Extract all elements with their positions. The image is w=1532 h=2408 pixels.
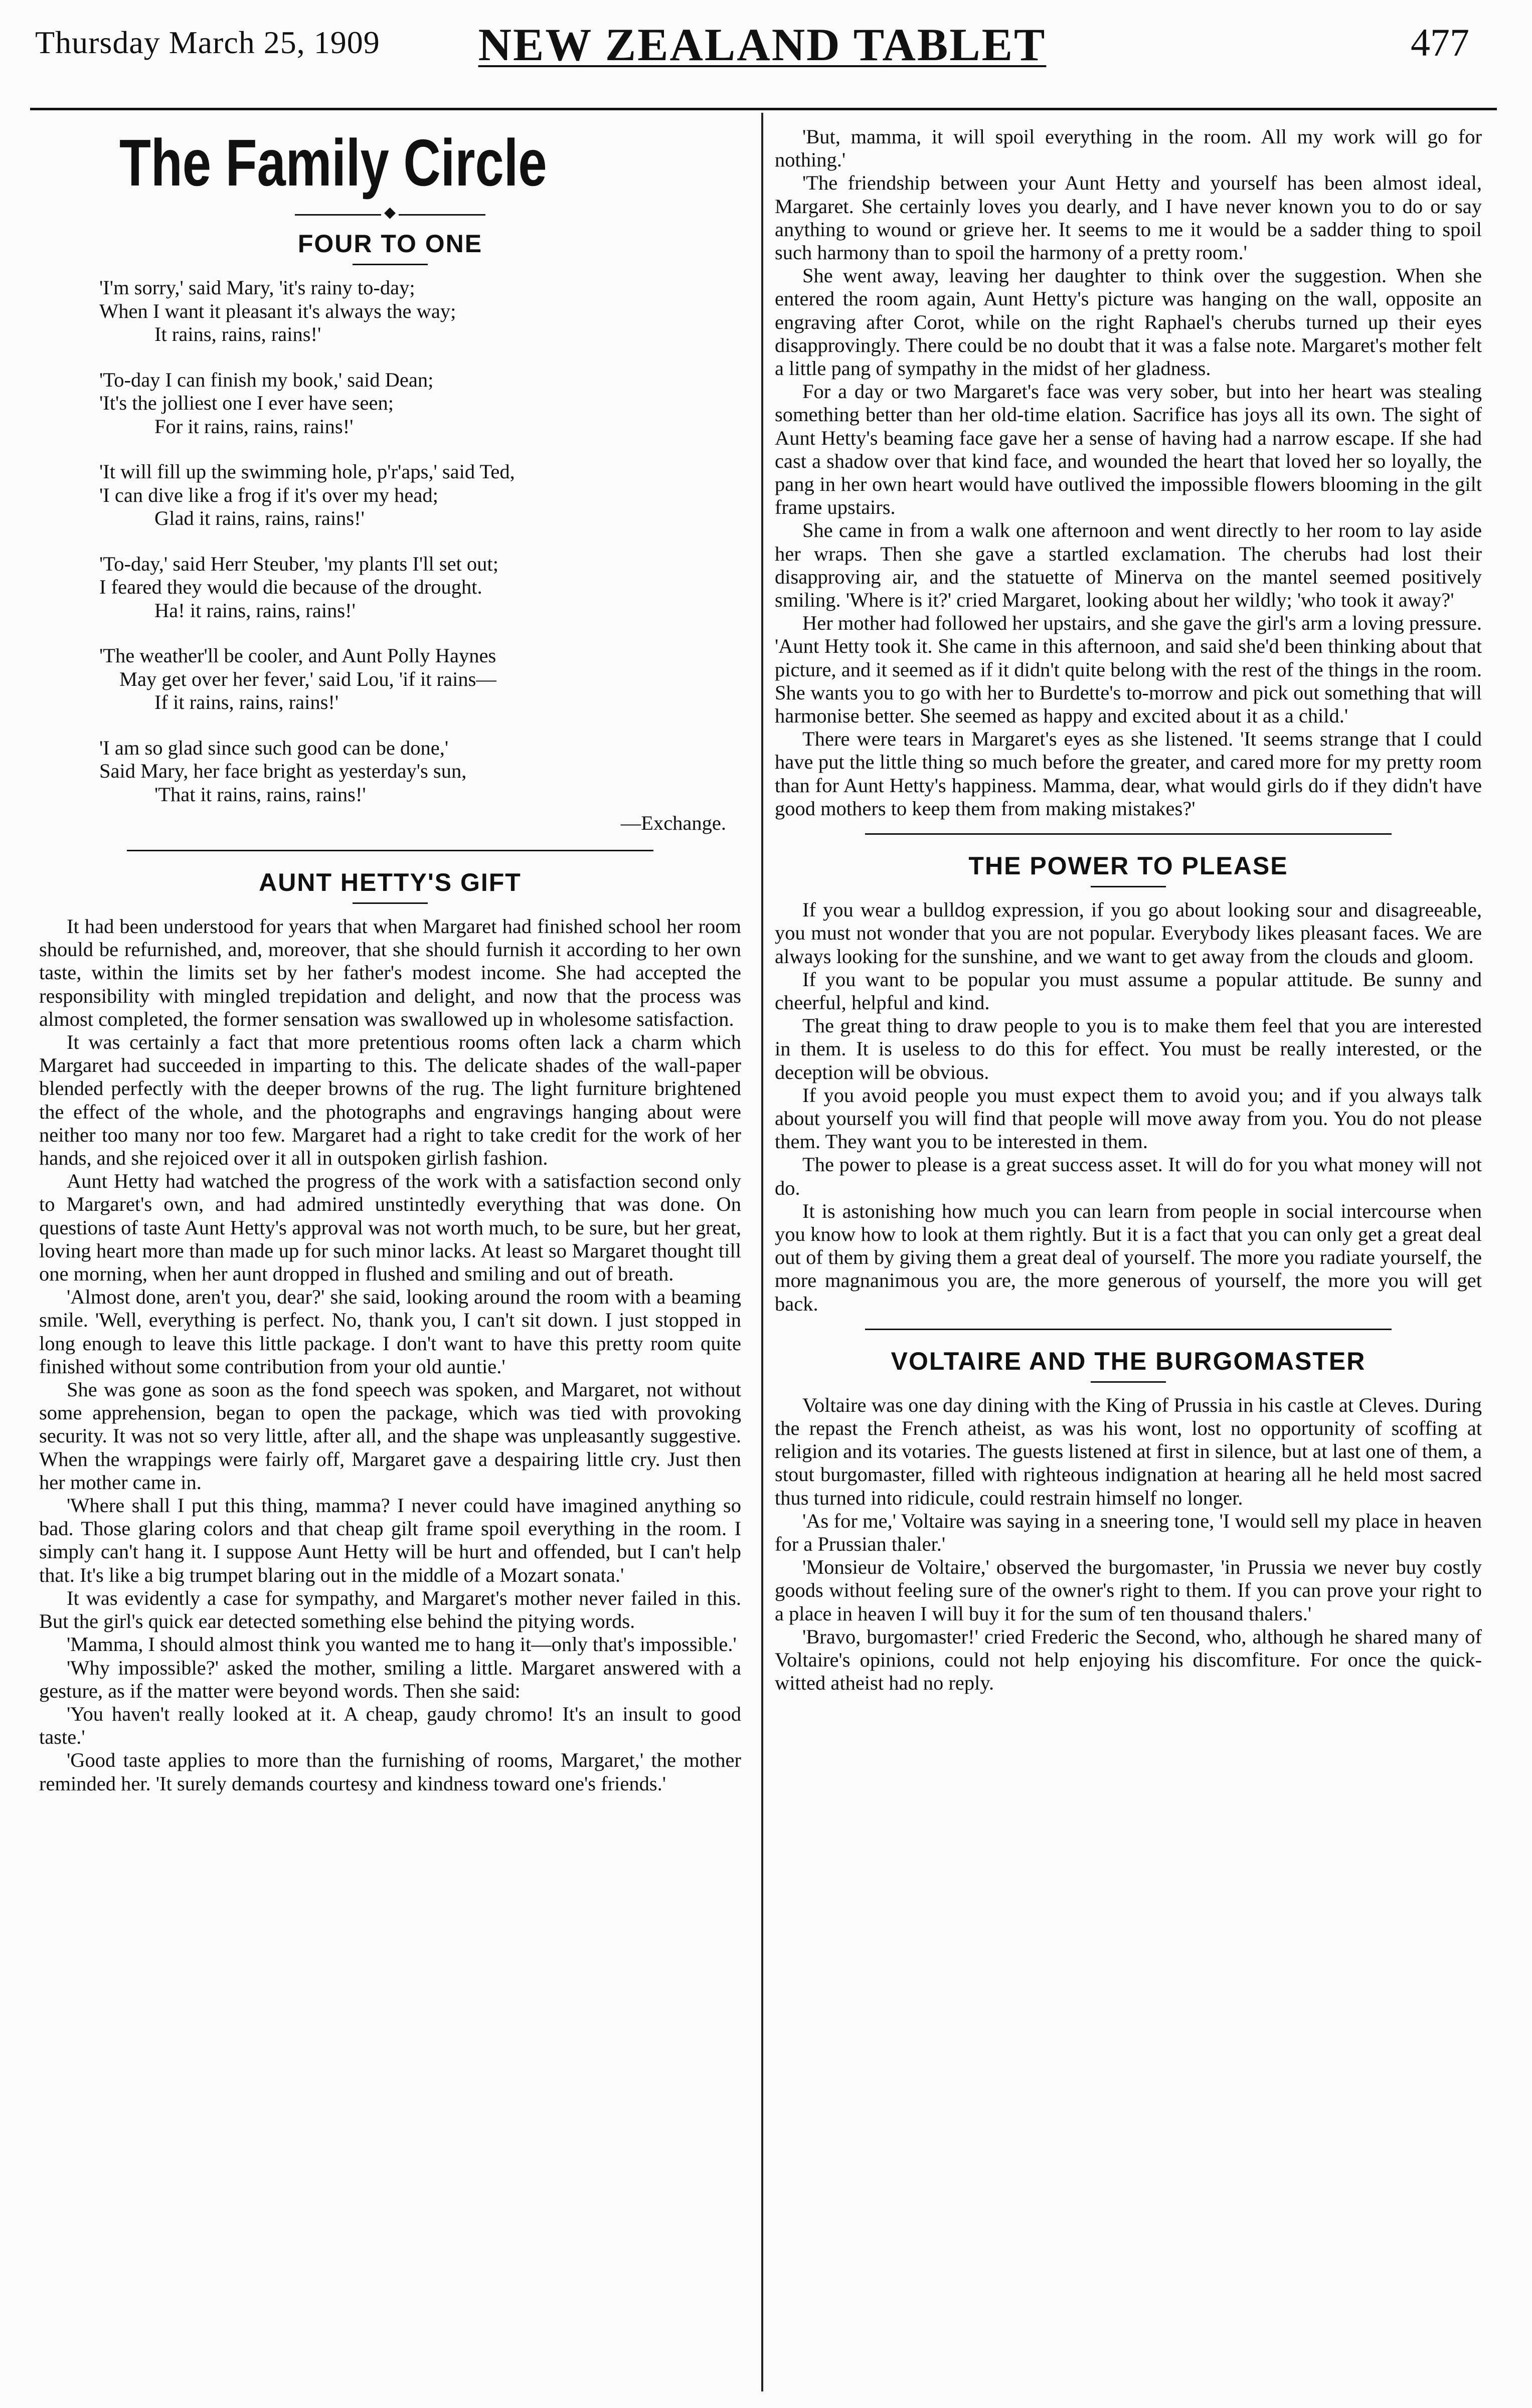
- paragraph: 'Bravo, burgomaster!' cried Frederic the Second, who, although he shared many of Voltaire's opinions, could not help enjoying his discomfiture. For once the quick-witted atheist had no reply.: [775, 1625, 1482, 1695]
- poem-line: 'I'm sorry,' said Mary, 'it's rainy to-day;: [99, 276, 415, 299]
- article-continuation: [775, 125, 1482, 820]
- poem-stanza: [39, 644, 741, 714]
- running-header: [35, 15, 1489, 70]
- paragraph: 'But, mamma, it will spoil everything in the room. All my work will go for nothing.': [775, 125, 1482, 171]
- right-column: [775, 125, 1482, 2391]
- paragraph: If you want to be popular you must assume a popular attitude. Be sunny and cheerful, helpful and kind.: [775, 968, 1482, 1014]
- article-power-to-please: [775, 850, 1482, 1316]
- poem-stanza: [39, 736, 741, 807]
- article-aunt-hettys-gift: [39, 866, 741, 1795]
- paragraph: It was certainly a fact that more pretentious rooms often lack a charm which Margaret had succeeded in imparting to this. The delicate shades of the wall-paper blended perfectly with the deeper browns of the rug. The light furniture brightened the effect of the whole, and the photographs and engravings hanging about were neither too many nor too few. Margaret had a right to take credit for the work of her hands, and she rejoiced over it all in outspoken girlish fashion.: [39, 1031, 741, 1170]
- paragraph: The great thing to draw people to you is to make them feel that you are interested in them. It is useless to do this for effect. You must be really interested, or the deception will be obvious.: [775, 1014, 1482, 1083]
- paragraph: She went away, leaving her daughter to think over the suggestion. When she entered the room again, Aunt Hetty's picture was hanging on the wall, opposite an engraving after Corot, while on the right Raphael's cherubs turned up their eyes disapprovingly. There could be no doubt that it was a false note. Margaret's mother felt a little pang of sympathy in the midst of her gladness.: [775, 264, 1482, 380]
- poem-line: 'It's the jolliest one I ever have seen;: [99, 392, 394, 414]
- poem-title: FOUR TO ONE: [297, 230, 483, 258]
- paragraph: She was gone as soon as the fond speech was spoken, and Margaret, not without some apprehension, began to open the package, which was tied with provoking security. It was not so very little, after all, and the shape was unpleasantly suggestive. When the wrappings were fairly off, Margaret gave a despairing little cry. Just then her mother came in.: [39, 1378, 741, 1494]
- paragraph: Her mother had followed her upstairs, and she gave the girl's arm a loving pressure. 'Aunt Hetty took it. She came in this afternoon, and said she'd been thinking about that picture, and it seemed as if it didn't quite belong with the rest of the things in the room. She wants you to go with her to Burdette's to-morrow and pick out something that will harmonise better. She seemed as happy and excited about it as a child.': [775, 612, 1482, 727]
- paragraph: She came in from a walk one afternoon and went directly to her room to lay aside her wraps. Then she gave a startled exclamation. The cherubs had lost their disapproving air, and the statuette of Minerva on the mantel seemed positively smiling. 'Where is it?' cried Margaret, looking about her wildly; 'who took it away?': [775, 519, 1482, 612]
- page-number: 477: [1411, 21, 1469, 64]
- poem-line: Glad it rains, rains, rains!': [154, 507, 365, 529]
- poem-stanzas: [39, 276, 741, 806]
- paragraph: It had been understood for years that when Margaret had finished school her room should be refurnished, and, moreover, that she should furnish it according to her own taste, within the limits set by her father's modest income. She had accepted the responsibility with mingled trepidation and delight, and now that the process was almost completed, the former sensation was swallowed up in wholesome satisfaction.: [39, 915, 741, 1030]
- column-divider: [761, 113, 763, 2391]
- poem-line: For it rains, rains, rains!': [154, 415, 354, 438]
- paragraph: Voltaire was one day dining with the King of Prussia in his castle at Cleves. During the repast the French atheist, as was his wont, lost no opportunity of scoffing at religion and its votaries. The guests listened at first in silence, but at last one of them, a stout burgomaster, filled with righteous indignation at hearing all he held most sacred thus turned into ridicule, could restrain himself no longer.: [775, 1393, 1482, 1509]
- poem-line: 'To-day,' said Herr Steuber, 'my plants I'll set out;: [99, 552, 498, 575]
- poem-stanza: [39, 460, 741, 530]
- poem-line: 'I am so glad since such good can be done,': [99, 736, 449, 759]
- article-separator: [127, 850, 653, 851]
- paragraph: 'Why impossible?' asked the mother, smiling a little. Margaret answered with a gesture, as if the matter were beyond words. Then she said:: [39, 1656, 741, 1702]
- paragraph: Aunt Hetty had watched the progress of the work with a satisfaction second only to Margaret's own, and had admired unstintedly everything that was done. On questions of taste Aunt Hetty's approval was not worth much, to be sure, but her great, loving heart more than made up for such minor lacks. At least so Margaret thought till one morning, when her aunt dropped in flushed and smiling and out of breath.: [39, 1170, 741, 1285]
- paragraph: If you avoid people you must expect them to avoid you; and if you always talk about yourself you will find that people will move away from you. You do not please them. They want you to be interested in them.: [775, 1083, 1482, 1153]
- paragraph: 'Almost done, aren't you, dear?' she said, looking around the room with a beaming smile. 'Well, everything is perfect. No, thank you, I can't sit down. I just stopped in long enough to leave this little package. I don't want to have this pretty room quite finished without some contribution from your old auntie.': [39, 1285, 741, 1378]
- poem-line: It rains, rains, rains!': [154, 323, 321, 345]
- poem-credit: —Exchange.: [620, 812, 726, 834]
- poem-line: 'I can dive like a frog if it's over my head;: [99, 483, 438, 506]
- title-rule: [1091, 886, 1166, 887]
- title-rule: [1091, 1381, 1166, 1383]
- poem-line: Ha! it rains, rains, rains!': [154, 599, 356, 622]
- poem-stanza: [39, 368, 741, 439]
- article-body: [775, 1394, 1482, 1695]
- article-title: VOLTAIRE AND THE BURGOMASTER: [891, 1347, 1366, 1375]
- poem-line: If it rains, rains, rains!': [154, 691, 339, 713]
- title-rule: [353, 264, 428, 265]
- poem-line: 'The weather'll be cooler, and Aunt Polly Haynes: [99, 644, 496, 667]
- left-column: [39, 125, 741, 2391]
- issue-date: Thursday March 25, 1909: [35, 25, 380, 60]
- article-body: [39, 915, 741, 1795]
- poem-line: Said Mary, her face bright as yesterday's sun,: [99, 760, 467, 782]
- poem-stanza: [39, 552, 741, 623]
- paper-title: NEW ZEALAND TABLET: [478, 19, 1047, 70]
- article-separator: [865, 1329, 1392, 1330]
- paragraph: 'Good taste applies to more than the furnishing of rooms, Margaret,' the mother reminded her. 'It surely demands courtesy and kindness toward one's friends.': [39, 1749, 741, 1795]
- poem-line: 'It will fill up the swimming hole, p'r'aps,' said Ted,: [99, 460, 515, 483]
- poem-four-to-one: [39, 228, 741, 835]
- poem-line: May get over her fever,' said Lou, 'if it rains—: [119, 667, 496, 690]
- paragraph: If you wear a bulldog expression, if you go about looking sour and disagreeable, you must not wonder that you are not popular. Everybody likes pleasant faces. We are always looking for the sunshine, and we want to get away from the clouds and gloom.: [775, 898, 1482, 968]
- article-separator: [865, 833, 1392, 835]
- poem-stanza: [39, 276, 741, 346]
- section-title: The Family Circle: [119, 126, 547, 200]
- paragraph: There were tears in Margaret's eyes as she listened. 'It seems strange that I could have put the little thing so much before the greater, and cared more for my pretty room than for Aunt Hetty's happiness. Mamma, dear, what would girls do if they didn't have good mothers to keep them from making mistakes?': [775, 727, 1482, 820]
- poem-line: When I want it pleasant it's always the way;: [99, 299, 456, 322]
- article-title: AUNT HETTY'S GIFT: [259, 868, 522, 896]
- poem-line: I feared they would die because of the drought.: [99, 576, 482, 598]
- article-title: THE POWER TO PLEASE: [968, 852, 1288, 880]
- paragraph: The power to please is a great success asset. It will do for you what money will not do.: [775, 1153, 1482, 1199]
- paragraph: For a day or two Margaret's face was very sober, but into her heart was stealing something better than her old-time elation. Sacrifice has joys all its own. The sight of Aunt Hetty's beaming face gave her a sense of having had a narrow escape. If she had cast a shadow over that kind face, and wounded the heart that loved her so loyally, the pang in her own heart would have outlived the impossible flowers blooming in the gilt frame upstairs.: [775, 380, 1482, 519]
- paragraph: 'You haven't really looked at it. A cheap, gaudy chromo! It's an insult to good taste.': [39, 1702, 741, 1749]
- paragraph: 'Monsieur de Voltaire,' observed the burgomaster, 'in Prussia we never buy costly goods without feeling sure of the owner's right to them. If you can prove your right to a place in heaven I will buy it for the sum of ten thousand thalers.': [775, 1556, 1482, 1625]
- article-body: [775, 898, 1482, 1316]
- diamond-ornament-icon: [295, 210, 485, 220]
- paragraph: It was evidently a case for sympathy, and Margaret's mother never failed in this. But the girl's quick ear detected something else behind the pitying words.: [39, 1586, 741, 1633]
- header-rule: [30, 108, 1497, 110]
- poem-line: 'To-day I can finish my book,' said Dean;: [99, 368, 434, 391]
- paragraph: 'Mamma, I should almost think you wanted me to hang it—only that's impossible.': [67, 1633, 737, 1656]
- paragraph: 'As for me,' Voltaire was saying in a sneering tone, 'I would sell my place in heaven for a Prussian thaler.': [775, 1509, 1482, 1555]
- poem-line: 'That it rains, rains, rains!': [154, 783, 366, 806]
- article-voltaire: [775, 1345, 1482, 1695]
- paragraph: 'The friendship between your Aunt Hetty and yourself has been almost ideal, Margaret. She certainly loves you dearly, and I have never known you to do or say anything to wound or grieve her. It seems to me it would be a sadder thing to spoil such harmony than to spoil the harmony of a pretty room.': [775, 171, 1482, 264]
- paragraph: It is astonishing how much you can learn from people in social intercourse when you know how to look at them rightly. But it is a fact that you can only get a great deal out of them by giving them a great deal of yourself. The more you radiate yourself, the more magnanimous you are, the more generous of yourself, the more you will get back.: [775, 1199, 1482, 1315]
- paragraph: 'Where shall I put this thing, mamma? I never could have imagined anything so bad. Those glaring colors and that cheap gilt frame spoil everything in the room. I simply can't hang it. I suppose Aunt Hetty will be hurt and offended, but I can't help that. It's like a big trumpet blaring out in the middle of a Mozart sonata.': [39, 1494, 741, 1586]
- title-rule: [353, 902, 428, 904]
